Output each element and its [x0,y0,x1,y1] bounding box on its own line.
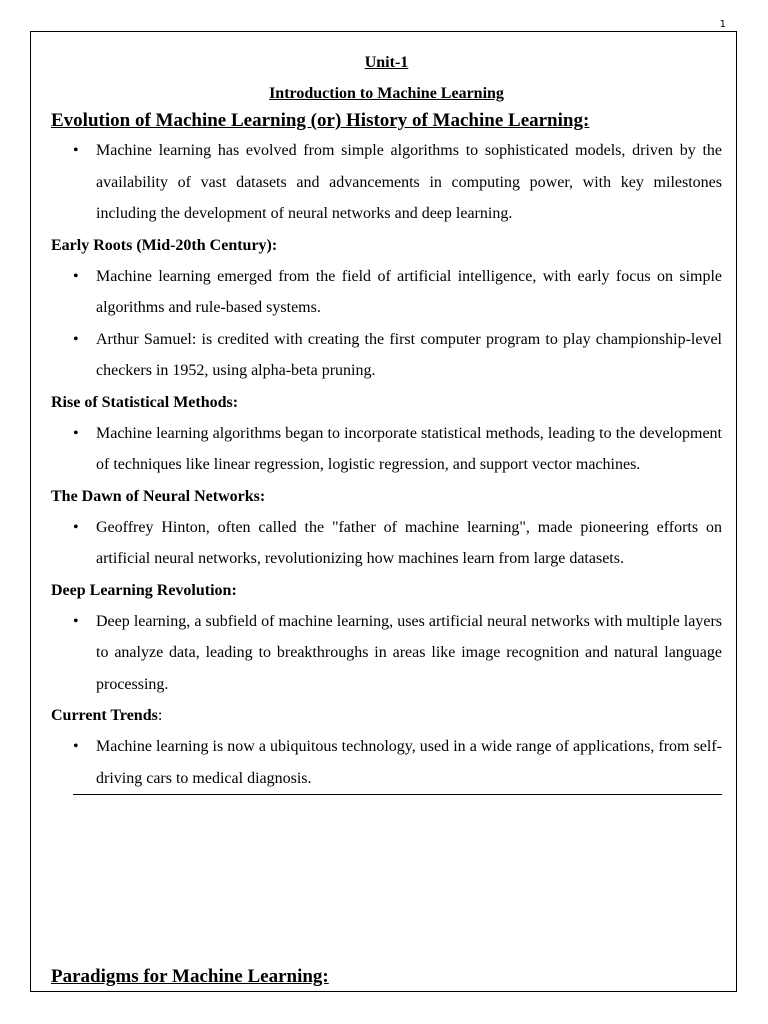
subheading-neural-networks: The Dawn of Neural Networks: [51,487,266,505]
bullet-text: Geoffrey Hinton, often called the "father of machine learning", made pioneering efforts on artificial neural networks, revolutionizing how machines learn from large datasets. [96,518,722,567]
early-roots-list [51,261,722,387]
document-body [51,50,722,795]
list-item [51,324,722,387]
bullet-text: Machine learning emerged from the field of artificial intelligence, with early focus on simple algorithms and rule-based systems. [96,267,722,316]
bullet-icon: • [73,330,79,348]
bullet-text: Machine learning algorithms began to incorporate statistical methods, leading to the development of techniques like linear regression, logistic regression, and support vector machines. [96,424,722,473]
list-item [51,606,722,701]
statistical-methods-list [51,418,722,481]
bullet-icon: • [73,612,79,630]
bullet-icon: • [73,738,79,755]
current-trends-list [73,731,722,795]
current-trends-colon: : [157,707,163,724]
bullet-text: Machine learning has evolved from simple algorithms to sophisticated models, driven by the availability of vast datasets and advancements in computing power, with key milestones including the development of neural networks and deep learning. [96,142,722,222]
bullet-text: Machine learning is now a ubiquitous technology, used in a wide range of applications, from self-driving cars to medical diagnosis. [96,738,722,787]
next-section-heading: Paradigms for Machine Learning: [51,966,329,987]
deep-learning-list [51,606,722,701]
current-trends-label: Current Trends [51,707,158,724]
bullet-icon: • [73,142,79,159]
subheading-deep-learning: Deep Learning Revolution: [51,581,237,599]
list-item [73,731,722,794]
bullet-icon: • [73,267,79,285]
neural-networks-list [51,512,722,575]
section-heading: Evolution of Machine Learning (or) History of Machine Learning: [51,110,590,131]
bullet-icon: • [73,424,79,442]
list-item [51,135,722,230]
bullet-text: Deep learning, a subfield of machine learning, uses artificial neural networks with multiple layers to analyze data, leading to breakthroughs in areas like image recognition and natural language processing. [96,612,722,693]
unit-title: Unit-1 [364,54,409,71]
list-item [51,418,722,481]
list-item [51,512,722,575]
bullet-text: Arthur Samuel: is credited with creating the first computer program to play championship-level checkers in 1952, using alpha-beta pruning. [96,330,722,379]
page-number: 1 [719,19,726,30]
bullet-icon: • [73,518,79,536]
intro-bullet-list [51,135,722,230]
list-item [51,261,722,324]
subheading-statistical-methods: Rise of Statistical Methods: [51,393,239,411]
chapter-title: Introduction to Machine Learning [269,85,504,102]
subheading-current-trends [51,700,722,731]
subheading-early-roots: Early Roots (Mid-20th Century): [51,236,278,254]
